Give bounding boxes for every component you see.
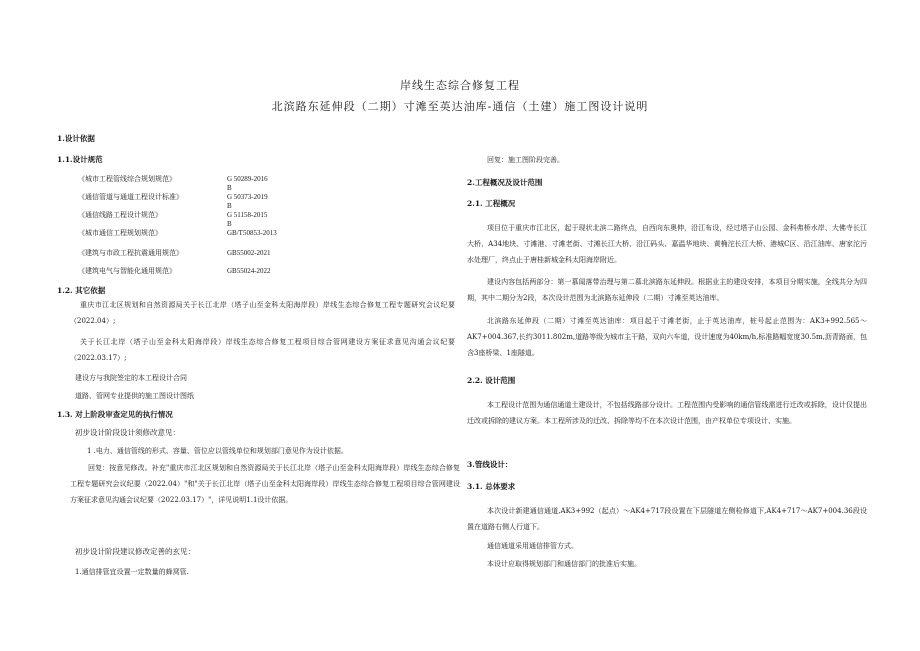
document-title-line1: 岸线生态综合修复工程 <box>400 79 520 92</box>
paragraph-3-1c: 本设计应取得规划部门和通信部门的批准后实施。 <box>487 560 641 568</box>
section-3-1-heading: 3.1. 总体要求 <box>467 482 516 491</box>
paragraph-1-3a: 初步设计阶段设计须修改意见： <box>75 428 180 437</box>
paragraph-2-1b: 建设内容包括两部分：第一慕闻落带治理与第二慕北滨路东延伸段。根据业主的建设安排，本项目分期实施，全线共分为四期，其中二期分为2段，本次设计范围为北滨路东延伸段（二期）寸滩至英达油库。 <box>467 278 867 302</box>
paragraph-1-3d: 初步设计阶段建议修改定善的玄见： <box>75 547 195 556</box>
paragraph-1-2d: 道路、管网专业提供的施工图设计图纸 <box>75 392 194 400</box>
paragraph-1-3e: 1.通信排管宜设置一定数量的蜂窝管. <box>75 568 189 576</box>
standard-name: 《通信管道与通道工程设计标准》 <box>78 193 183 201</box>
standard-name: 《建筑电气与智能化通用规范》 <box>78 267 176 275</box>
standard-code-wrap: B <box>227 220 232 228</box>
standard-code: G 51158-2015 <box>227 211 268 219</box>
reply-text: 回复：施工图阶段完善。 <box>487 156 564 164</box>
section-1-heading: 1.设计依据 <box>57 134 95 143</box>
standard-code-wrap: B <box>227 184 232 192</box>
section-1-3-heading: 1.3. 对上阶段审查定见的执行情况 <box>57 410 173 419</box>
standard-code-wrap: B <box>227 202 232 210</box>
section-1-2-heading: 1.2. 其它依据 <box>57 286 106 295</box>
paragraph-2-1c: 北滨路东延伸段（二期）寸滩至英达油库：项目起于寸滩老街，止于英达油库，桩号起止范围为：AK3+992.565～AK7+004.367,长约3011.802m,道路等级为城市主干路，双向六车道，设计速度为40km/h,标准路幅宽度30.5m,沥青路面，包含3座桥梁、1座隧道。 <box>467 317 867 357</box>
standard-name: 《城市通信工程规划规范》 <box>78 229 162 237</box>
paragraph-2-1a: 项目位于重庆市江北区，起于现状北滨二路终点，自西向东奥伸，沿江布设，经过塔子山公园、金科弗桥水岸、大佛寺长江大桥、A34地块、寸滩港、寸滩老街、寸滩长江大桥、沿江码头、嘉温华地块、黄桷沱长江大桥、港城C区、沿江油库、唐家沱污水处理厂，终点止于唐桂新城金科太阳海岸附近。 <box>467 224 867 264</box>
paragraph-3-1b: 通信通道采用通信排管方式。 <box>487 542 578 550</box>
paragraph-1-3b: 1 .电力、通信管线的形式、容量、管位应以管线单位和规划部门意见作为设计依据。 <box>87 447 348 455</box>
section-2-heading: 2.工程概况及设计范围 <box>467 178 543 187</box>
paragraph-1-2c: 建设方与我院签定的本工程设计合同 <box>75 374 187 382</box>
section-2-2-heading: 2.2. 设计范围 <box>467 376 516 385</box>
paragraph-1-3c: 回复：按意见修改。补充"重庆市江北区规划和自然资源局关于长江北岸（塔子山至金科太阳海岸段）岸线生态综合修复工程专题研究会议纪要（2022.04）"和"关于长江北岸（塔子山至金科太阳海岸段）岸线生态综合修复工程项目综合管网建设方案征求意见沟通会议纪要（2022.03.17）"，详见说明1.1设计依据。 <box>70 464 460 504</box>
section-1-1-heading: 1.1.设计规范 <box>57 155 103 164</box>
standard-name: 《城市工程管线综合规划规范》 <box>78 175 176 183</box>
standard-code: GB55024-2022 <box>227 267 271 275</box>
document-title-line2: 北滨路东延伸段（二期）寸滩至英达油库-通信（土建）施工图设计说明 <box>271 100 649 113</box>
paragraph-1-2a: 重庆市江北区规划和自然资源局关于长江北岸（塔子山至金科太阳海岸段）岸线生态综合修复工程专题研究会议纪要（2022.04）; <box>70 301 455 325</box>
standard-name: 《通信线路工程设计规范》 <box>78 211 162 219</box>
standard-name: 《建筑与市政工程抗震通用规范》 <box>78 249 183 257</box>
section-3-heading: 3.管线设计： <box>467 460 513 469</box>
standard-code: G 50289-2016 <box>227 175 268 183</box>
section-2-1-heading: 2.1. 工程概况 <box>467 199 516 208</box>
standard-code: GB55002-2021 <box>227 249 271 257</box>
paragraph-3-1a: 本次设计新建通信通道,AK3+992（起点）～AK4+717段设置在下层隧道左侧检修道下,AK4+717～AK7+004.36段设置在道路右侧人行道下。 <box>467 507 867 531</box>
paragraph-1-2b: 关于长江北岸（塔子山至金科太阳海岸段）岸线生态综合修复工程项目综合管网建设方案征求意见沟通会议纪要（2022.03.17）; <box>70 338 455 362</box>
standard-code: GB/T50853-2013 <box>227 229 277 237</box>
standard-code: G 50373-2019 <box>227 193 268 201</box>
paragraph-2-2: 本工程设计范围为通信通道土建设计，不包括线路部分设计。工程范围内受影响的通信管线需进行迁改或拆除，设计仅提出迁改或拆除的建议方案。本工程所涉及的迁改、拆除等均不在本次设计范围，由产权单位专项设计、实施。 <box>467 401 867 425</box>
